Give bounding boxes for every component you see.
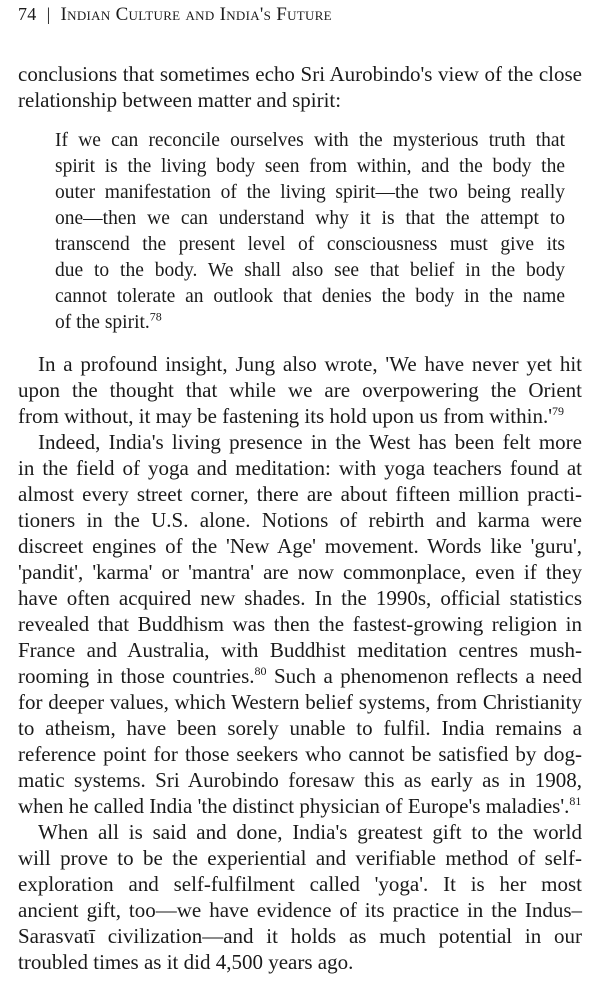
page-number: 74 [18,4,37,24]
text-line: almost every street corner, there are about fifteen million practi- [18,482,582,506]
text-line: relationship between matter and spirit: [18,88,342,112]
text-line: have often acquired new shades. In the 1990s, official statistics [18,586,582,610]
text-line [18,352,582,376]
text-line [18,664,582,688]
quote-line: one—then we can understand why it is that the attempt to [55,208,565,229]
text-line: Sarasvatī civilization—and it holds as much potential in our [18,924,582,948]
para-text: Such a phenomenon reflects a need [266,664,582,688]
text-line: ancient gift, too—we have evidence of its practice in the Indus– [18,898,582,922]
text-line: for deeper values, which Western belief systems, from Christianity [18,690,582,714]
quote-line: due to the body. We shall also see that belief in the body [55,260,565,281]
text-line: to atheism, have been sorely unable to fulfil. India remains a [18,716,582,740]
footnote-ref: 80 [254,664,267,678]
quote-text: of the spirit. [55,312,150,333]
para-text: when he called India 'the distinct physician of Europe's maladies'. [18,794,570,818]
quote-line: spirit is the living body seen from within, and the body the [55,156,565,177]
text-line: upon the thought that while we are overpowering the Orient [18,378,582,402]
footnote-ref: 78 [149,309,162,324]
text-line [18,820,582,844]
text-line: exploration and self-fulfilment called 'yoga'. It is her most [18,872,582,896]
para-text: rooming in those countries. [18,664,255,688]
text-line: revealed that Buddhism was then the fastest-growing religion in [18,612,582,636]
quote-line: If we can reconcile ourselves with the mysterious truth that [55,130,565,151]
text-line: conclusions that sometimes echo Sri Aurobindo's view of the close [18,62,582,86]
text-line: 'pandit', 'karma' or 'mantra' are now commonplace, even if they [18,560,582,584]
text-line: discreet engines of the 'New Age' movement. Words like 'guru', [18,534,582,558]
quote-line: outer manifestation of the living spirit—the two being really [55,182,565,203]
running-title: Indian Culture and India's Future [60,4,332,25]
para-text: Indeed, India's living presence in the West has been felt more [38,430,582,454]
text-line [18,404,582,428]
text-line: will prove to be the experiential and verifiable method of self- [18,846,582,870]
footnote-ref: 79 [551,404,564,418]
text-line [18,794,582,818]
quote-line-last [55,311,565,335]
text-line: matic systems. Sri Aurobindo foresaw this as early as in 1908, [18,768,582,792]
quote-line: cannot tolerate an outlook that denies the body in the name [55,286,565,307]
running-head [18,4,332,26]
footnote-ref: 81 [569,794,582,808]
para-text: In a profound insight, Jung also wrote, 'We have never yet hit [38,352,582,376]
text-line: in the field of yoga and meditation: with yoga teachers found at [18,456,582,480]
text-line: France and Australia, with Buddhist meditation centres mush- [18,638,582,662]
para-text: from without, it may be fastening its hold upon us from within.' [18,404,552,428]
text-line [18,430,582,454]
text-line: tioners in the U.S. alone. Notions of rebirth and karma were [18,508,582,532]
text-line: reference point for those seekers who cannot be satisfied by dog- [18,742,582,766]
header-separator: | [46,4,51,24]
quote-line: transcend the present level of consciousness must give its [55,234,565,255]
text-line: troubled times as it did 4,500 years ago. [18,950,354,974]
para-text: When all is said and done, India's greatest gift to the world [38,820,582,844]
